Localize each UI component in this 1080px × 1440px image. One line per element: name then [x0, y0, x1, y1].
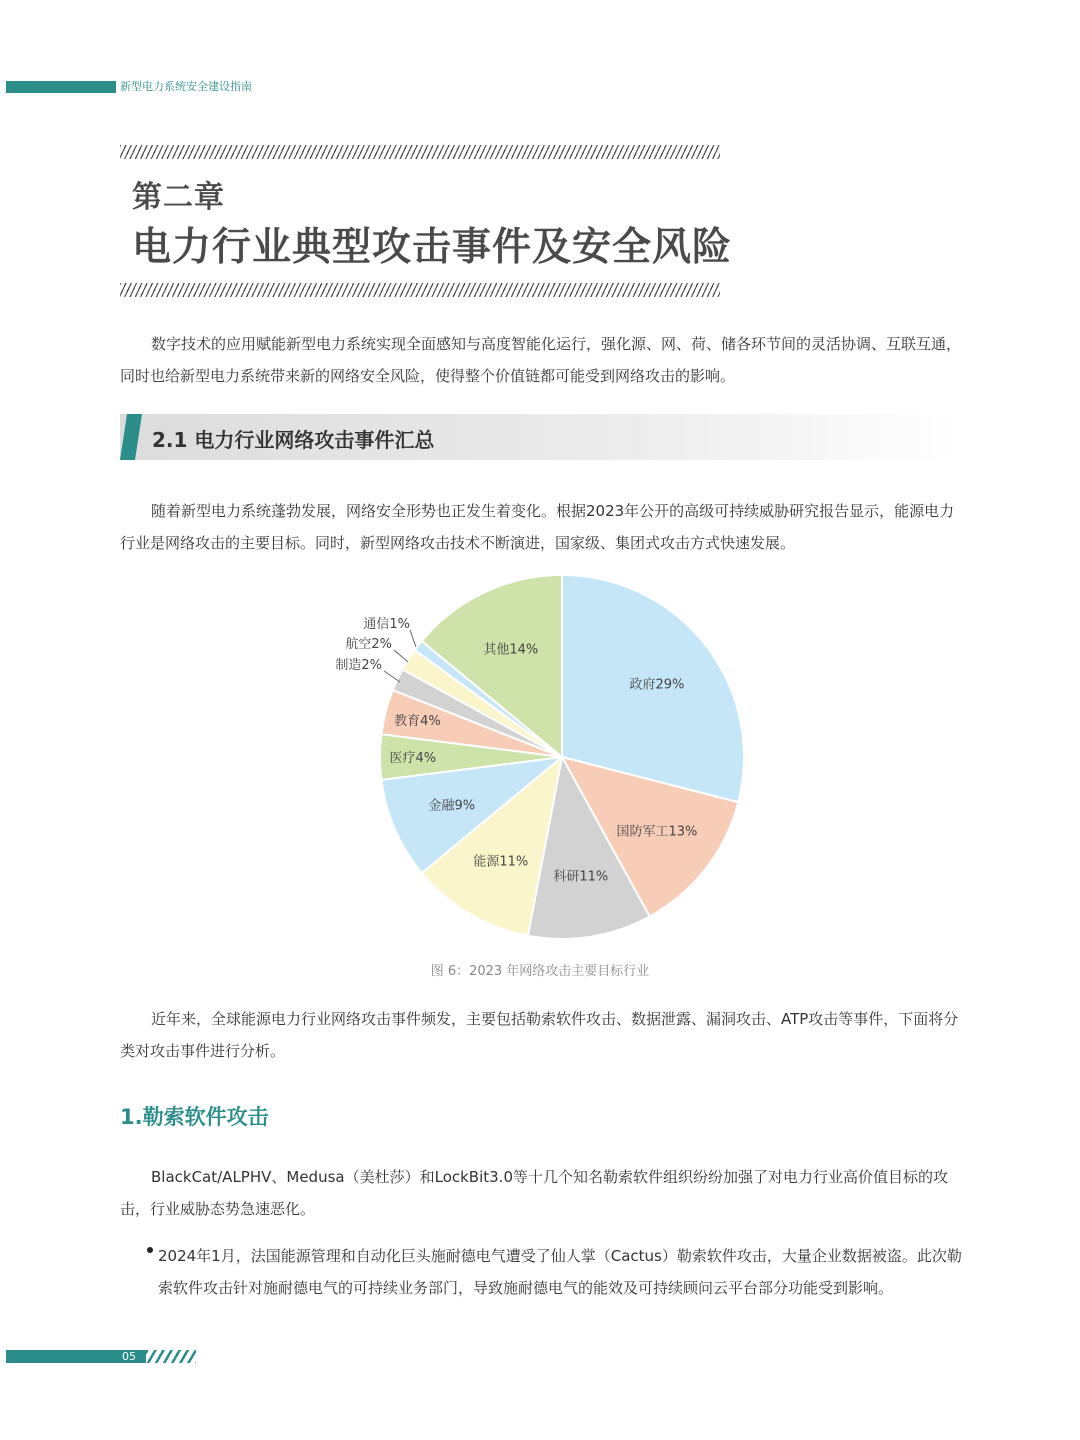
figure-caption: 图 6：2023 年网络攻击主要目标行业: [430, 964, 650, 979]
subsection-heading: 1.勒索软件攻击: [120, 1105, 269, 1129]
pie-label-医疗: 医疗4%: [389, 751, 437, 766]
intro-paragraph: 数字技术的应用赋能新型电力系统实现全面感知与高度智能化运行，强化源、网、荷、储各环节间的灵活协调、互联互通，同时也给新型电力系统带来新的网络安全风险，使得整个价值链都可能受到网络攻击的影响。: [120, 335, 962, 385]
pie-leader-通信: [410, 630, 416, 647]
pie-leader-制造: [384, 671, 400, 682]
chapter-title: 电力行业典型攻击事件及安全风险: [132, 225, 733, 270]
pie-label-科研: 科研11%: [553, 869, 609, 885]
section-paragraph: 随着新型电力系统蓬勃发展，网络安全形势也正发生着变化。根据2023年公开的高级可持续威胁研究报告显示，能源电力行业是网络攻击的主要目标。同时，新型网络攻击技术不断演进，国家级、集团式攻击方式快速发展。: [120, 502, 955, 552]
section-title: 2.1 电力行业网络攻击事件汇总: [152, 428, 435, 452]
pie-leader-航空: [394, 650, 408, 662]
pie-label-其他: 其他14%: [483, 642, 539, 658]
attack-overview-paragraph: 近年来，全球能源电力行业网络攻击事件频发，主要包括勒索软件攻击、数据泄露、漏洞攻击、ATP攻击等事件，下面将分类对攻击事件进行分析。: [120, 1010, 959, 1060]
footer-hatch: [146, 1350, 196, 1363]
pie-label-通信: 通信1%: [363, 617, 410, 632]
page-number: 05: [122, 1350, 136, 1363]
pie-label-政府: 政府29%: [629, 677, 685, 693]
bullet-item: 2024年1月，法国能源管理和自动化巨头施耐德电气遭受了仙人掌（Cactus）勒索软件攻击，大量企业数据被盗。此次勒索软件攻击针对施耐德电气的可持续业务部门，导致施耐德电气的能效及可持续顾问云平台部分功能受到影响。: [158, 1247, 962, 1297]
pie-label-国防军工: 国防军工13%: [616, 824, 698, 840]
pie-chart: [300, 570, 780, 950]
hatch-divider-bottom: [120, 283, 720, 297]
bullet-dot: [147, 1247, 153, 1253]
hatch-divider-top: [120, 145, 720, 159]
pie-label-航空: 航空2%: [345, 637, 392, 652]
pie-label-制造: 制造2%: [335, 658, 382, 673]
running-header: 新型电力系统安全建设指南: [120, 80, 252, 93]
pie-label-教育: 教育4%: [394, 713, 441, 729]
header-accent-bar: [6, 81, 116, 93]
pie-label-金融: 金融9%: [428, 798, 476, 814]
chapter-number: 第二章: [132, 180, 225, 215]
ransomware-paragraph: BlackCat/ALPHV、Medusa（美杜莎）和LockBit3.0等十几个知名勒索软件组织纷纷加强了对电力行业高价值目标的攻击，行业威胁态势急速恶化。: [120, 1168, 948, 1218]
pie-label-能源: 能源11%: [473, 854, 529, 870]
